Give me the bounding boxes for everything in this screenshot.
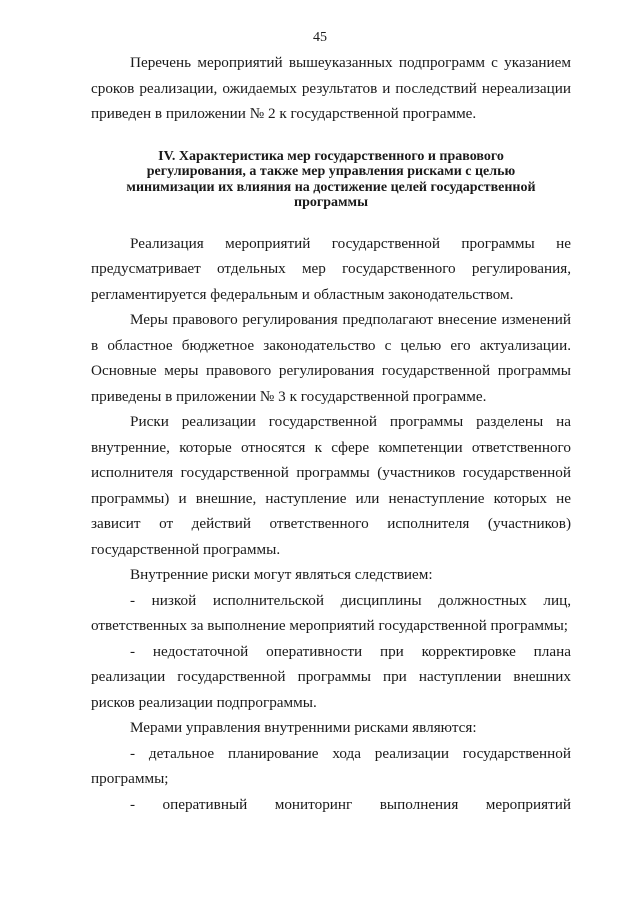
paragraph-management-measures: Мерами управления внутренними рисками являются: (130, 719, 477, 736)
list-item-planning: - детальное планирование хода реализации государственной программы; (91, 744, 571, 787)
section-heading: IV. Характеристика мер государственного и правового регулирования, а также мер управления рисками с целью минимизации их влияния на достижение целей государственной программы (126, 148, 536, 210)
page-number: 45 (313, 30, 327, 45)
list-item-discipline: - низкой исполнительской дисциплины должностных лиц, ответственных за выполнение мероприятий государственной программы; (91, 591, 571, 634)
document-body (91, 50, 571, 817)
paragraph-legal-measures: Меры правового регулирования предполагают внесение изменений в областное бюджетное законодательство с целью его актуализации. Основные меры правового регулирования государственной программы приведены в приложении № 3 к государственной программе. (91, 311, 571, 405)
paragraph-internal-risks: Внутренние риски могут являться следствием: (130, 566, 433, 583)
list-item-monitoring: - оперативный мониторинг выполнения мероприятий (130, 795, 571, 813)
intro-paragraph: Перечень мероприятий вышеуказанных подпрограмм с указанием сроков реализации, ожидаемых результатов и последствий нереализации приведен в приложении № 2 к государственной программе. (91, 54, 571, 122)
paragraph-risks: Риски реализации государственной программы разделены на внутренние, которые относятся к сфере компетенции ответственного исполнителя государственной программы (участников государственной программы) и внешние, наступление или ненаступление которых не зависит от действий ответственного исполнителя (участников) государственной программы. (91, 413, 571, 558)
paragraph-regulation: Реализация мероприятий государственной программы не предусматривает отдельных мер государственного регулирования, регламентируется федеральным и областным законодательством. (91, 234, 571, 303)
list-item-efficiency: - недостаточной оперативности при корректировке плана реализации государственной программы при наступлении внешних рисков реализации подпрограммы. (91, 642, 571, 711)
